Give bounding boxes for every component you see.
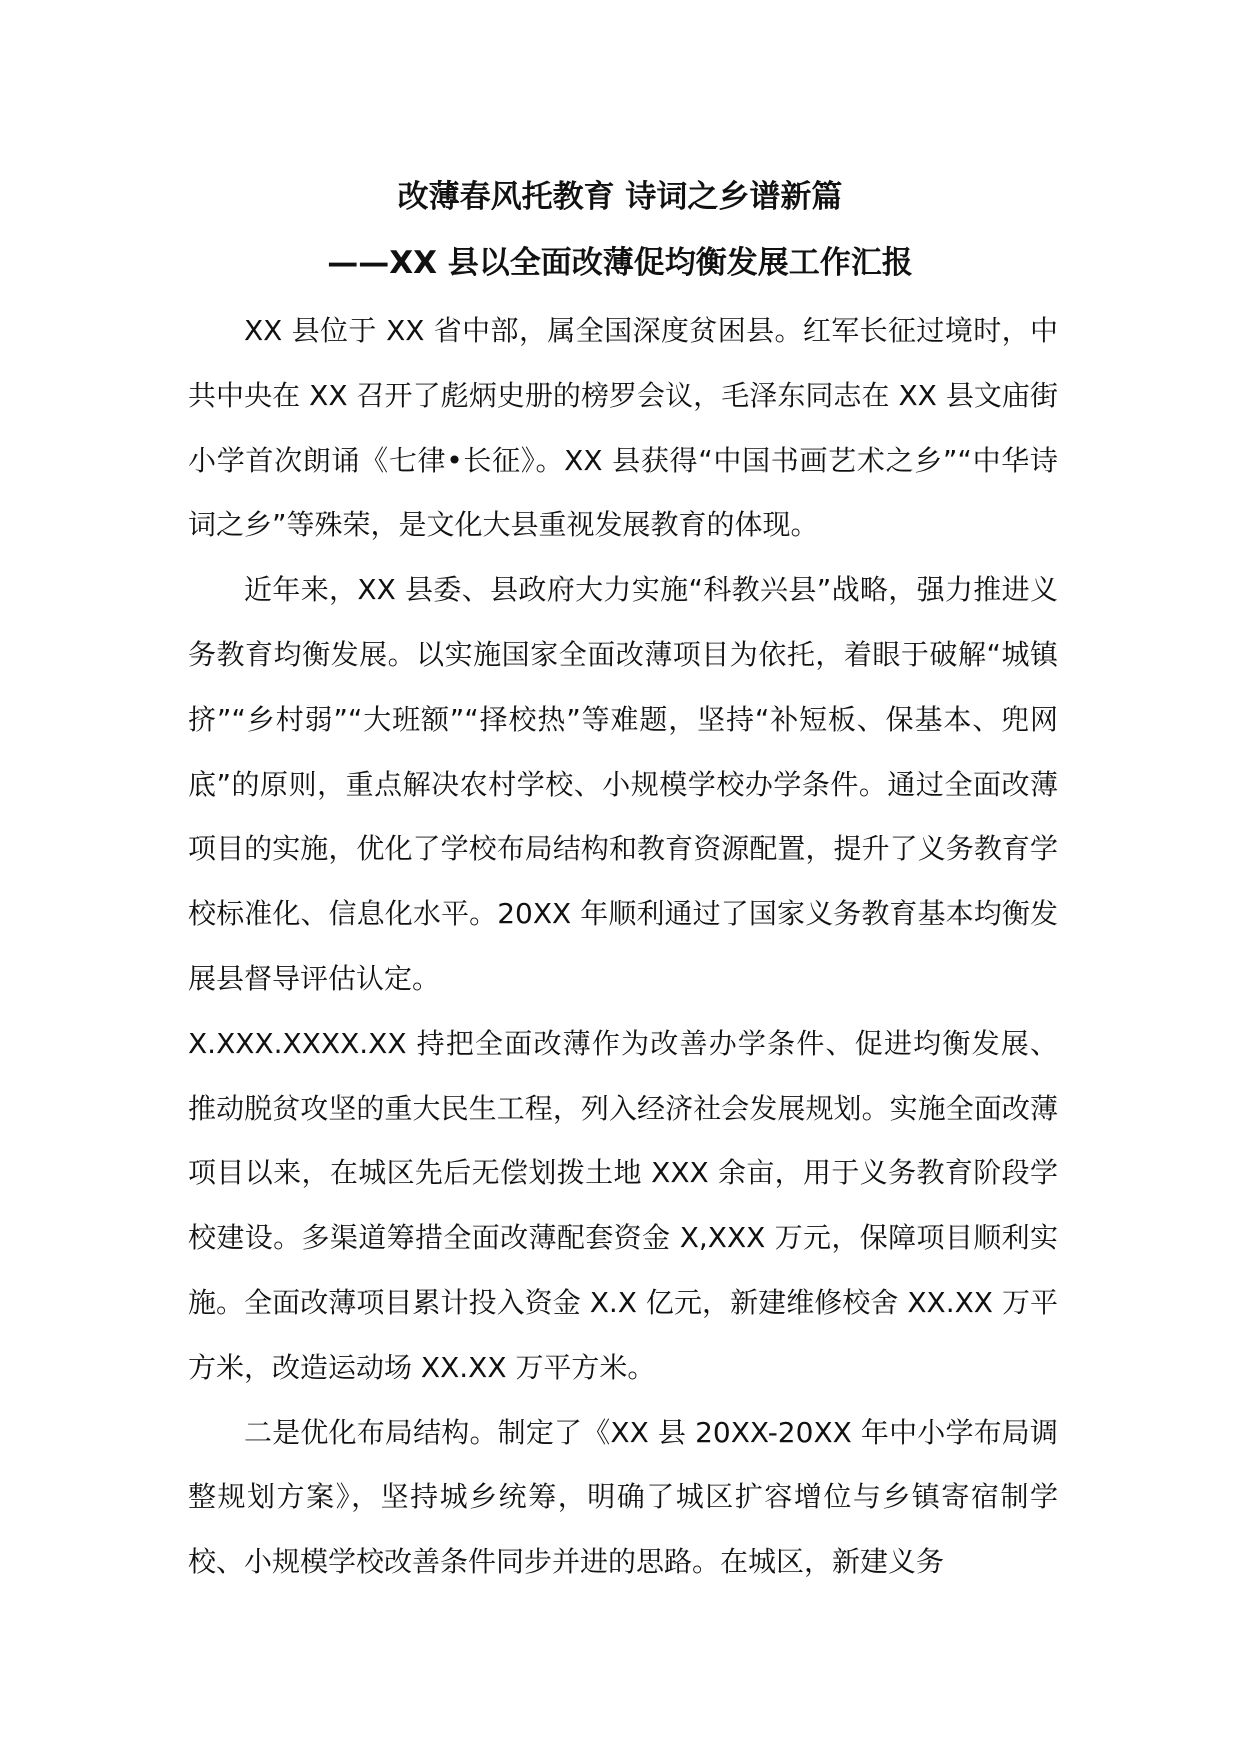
- document-body: [188, 299, 1058, 1595]
- paragraph-intro: XX 县位于 XX 省中部，属全国深度贫困县。红军长征过境时，中共中央在 XX 召开了彪炳史册的榜罗会议，毛泽东同志在 XX 县文庙街小学首次朗诵《七律•长征》。XX 县获得“中国书画艺术之乡”“中华诗词之乡”等殊荣，是文化大县重视发展教育的体现。: [188, 314, 1058, 542]
- paragraph-layout: 二是优化布局结构。制定了《XX 县 20XX-20XX 年中小学布局调整规划方案》，坚持城乡统筹，明确了城区扩容增位与乡镇寄宿制学校、小规模学校改善条件同步并进的思路。在城区，新建义务: [188, 1415, 1058, 1579]
- document-title: 改薄春风托教育 诗词之乡谱新篇: [397, 179, 843, 215]
- paragraph-overview: 近年来，XX 县委、县政府大力实施“科教兴县”战略，强力推进义务教育均衡发展。以实施国家全面改薄项目为依托，着眼于破解“城镇挤”“乡村弱”“大班额”“择校热”等难题，坚持“补短板、保基本、兜网底”的原则，重点解决农村学校、小规模学校办学条件。通过全面改薄项目的实施，优化了学校布局结构和教育资源配置，提升了义务教育学校标准化、信息化水平。20XX 年顺利通过了国家义务教育基本均衡发展县督导评估认定。: [188, 573, 1058, 995]
- document-subtitle: ——XX 县以全面改薄促均衡发展工作汇报: [327, 245, 913, 281]
- paragraph-investment: X.XXX.XXXX.XX 持把全面改薄作为改善办学条件、促进均衡发展、推动脱贫攻坚的重大民生工程，列入经济社会发展规划。实施全面改薄项目以来，在城区先后无偿划拨土地 XXX 余亩，用于义务教育阶段学校建设。多渠道筹措全面改薄配套资金 X,XXX 万元，保障项目顺利实施。全面改薄项目累计投入资金 X.X 亿元，新建维修校舍 XX.XX 万平方米，改造运动场 XX.XX 万平方米。: [188, 1026, 1058, 1384]
